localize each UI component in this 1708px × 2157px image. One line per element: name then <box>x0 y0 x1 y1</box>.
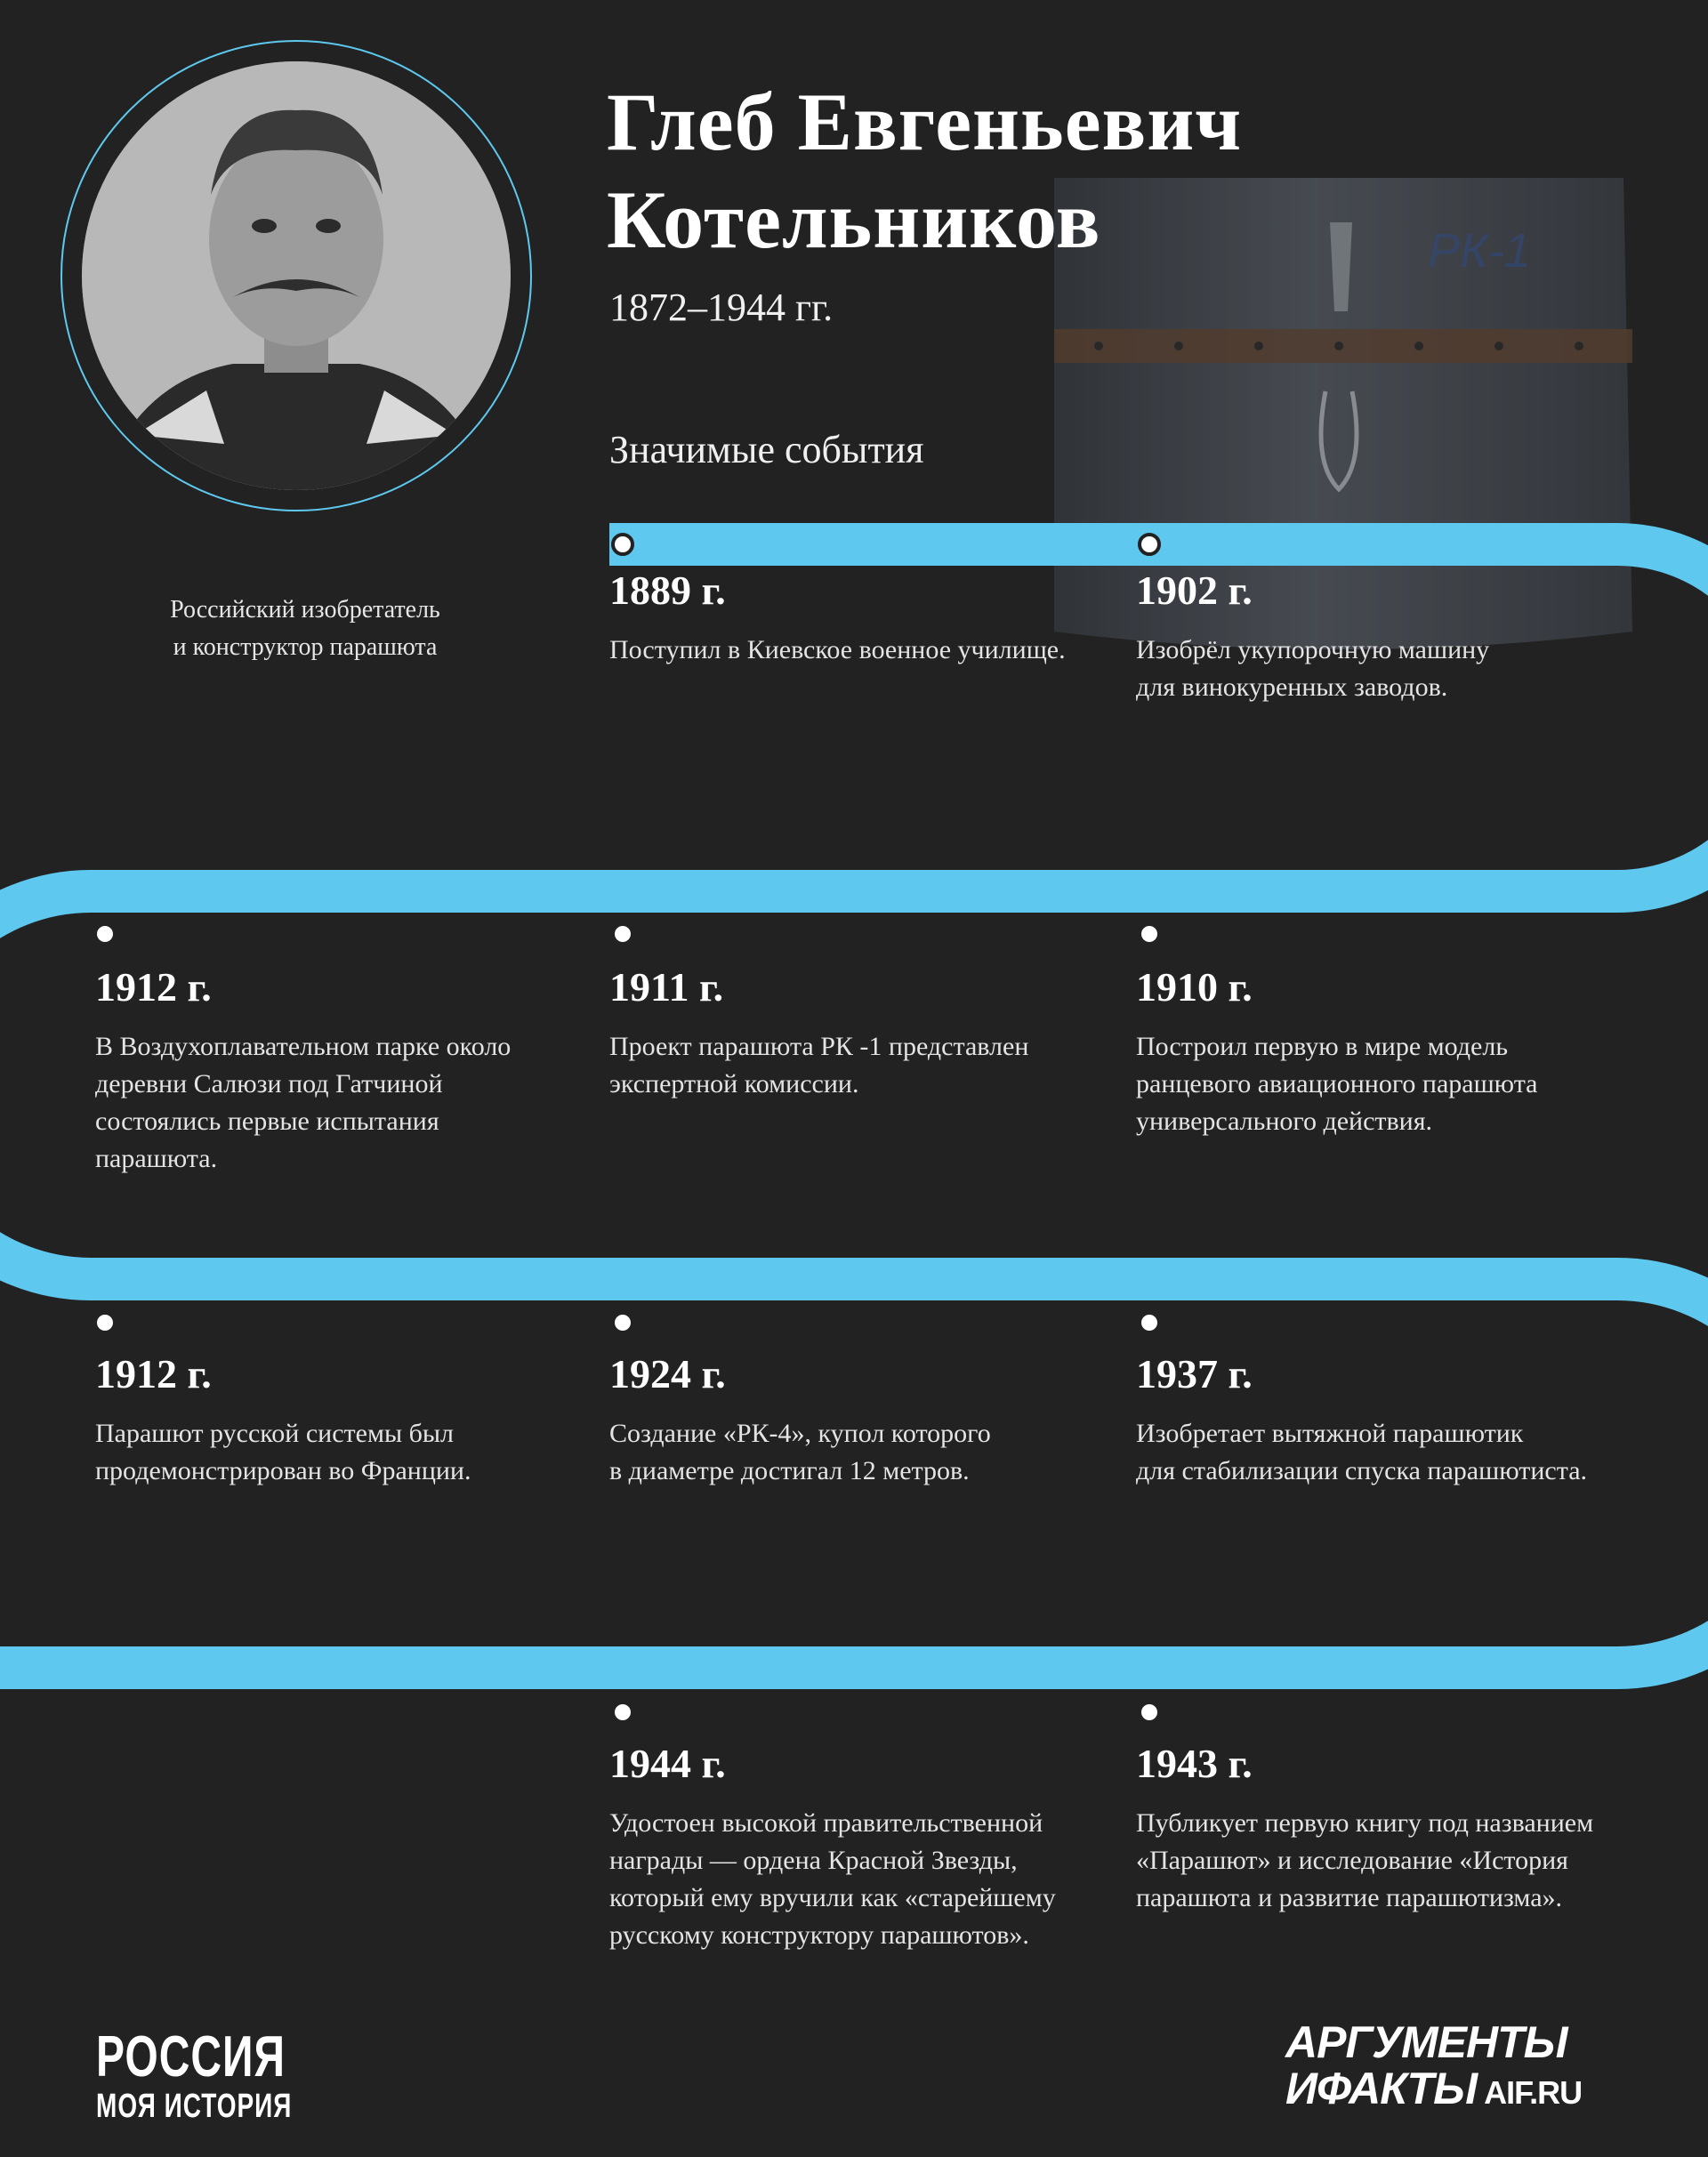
timeline-dot <box>1140 1702 1159 1722</box>
timeline-dot <box>95 924 115 944</box>
logo-right-line-2 <box>1285 2065 1582 2116</box>
event-1912-a <box>95 962 593 1178</box>
timeline-dot <box>613 1702 632 1722</box>
event-year: 1937 г. <box>1136 1351 1253 1396</box>
event-year: 1924 г. <box>609 1351 726 1396</box>
event-text-line: Изобретает вытяжной парашютик <box>1136 1419 1524 1448</box>
event-text-line: универсального действия. <box>1136 1107 1433 1136</box>
event-text-line: награды — ордена Красной Звезды, <box>609 1846 1018 1875</box>
event-year: 1889 г. <box>609 567 726 613</box>
event-text <box>1136 1415 1688 1490</box>
timeline-dot <box>613 535 632 554</box>
event-text-line: В Воздухоплавательном парке около <box>95 1032 512 1061</box>
event-text-line: Построил первую в мире модель <box>1136 1032 1509 1061</box>
event-text <box>609 1805 1125 1954</box>
event-text <box>1136 1028 1670 1140</box>
event-text-line: Поступил в Киевское военное училище. <box>609 635 1066 664</box>
timeline-dot <box>1140 535 1159 554</box>
event-1902 <box>1136 566 1670 706</box>
timeline-dot <box>95 1313 115 1332</box>
logo-right-line-1: АРГУМЕНТЫ <box>1285 2017 1567 2067</box>
event-text-line: парашюта. <box>95 1144 218 1173</box>
event-1944 <box>609 1739 1125 1954</box>
event-year: 1912 г. <box>95 964 212 1010</box>
russia-my-history-logo <box>96 2025 293 2124</box>
event-text-line: Удостоен высокой правительственной <box>609 1808 1043 1838</box>
event-text-line: состоялись первые испытания <box>95 1107 439 1136</box>
event-year: 1912 г. <box>95 1351 212 1396</box>
timeline-dot <box>613 1313 632 1332</box>
timeline-dot <box>613 924 632 944</box>
caption-line-1: Российский изобретатель <box>170 596 440 624</box>
event-text-line: Парашют русской системы был <box>95 1419 455 1448</box>
event-text <box>1136 632 1670 706</box>
logo-right-site: AIF.RU <box>1484 2074 1583 2111</box>
event-text <box>95 1028 593 1178</box>
logo-left-line-1: РОССИЯ <box>96 2025 286 2089</box>
event-1943 <box>1136 1739 1688 1917</box>
section-title: Значимые события <box>609 428 924 471</box>
logo-left-line-2: МОЯ ИСТОРИЯ <box>96 2087 293 2124</box>
event-1911 <box>609 962 1125 1103</box>
title-line-2: Котельников <box>607 174 1101 265</box>
event-1889 <box>609 566 1125 669</box>
event-text-line: экспертной комиссии. <box>609 1069 859 1099</box>
event-year: 1911 г. <box>609 964 724 1010</box>
event-year: 1943 г. <box>1136 1741 1253 1786</box>
aif-logo <box>1285 2019 1582 2116</box>
title-line-1: Глеб Евгеньевич <box>607 76 1243 167</box>
event-1912-b <box>95 1349 593 1490</box>
event-1924 <box>609 1349 1125 1490</box>
event-text-line: продемонстрирован во Франции. <box>95 1456 471 1485</box>
event-text-line: «Парашют» и исследование «История <box>1136 1846 1568 1875</box>
event-text-line: русскому конструктору парашютов». <box>609 1920 1029 1950</box>
event-text <box>609 1415 1125 1490</box>
event-text-line: Публикует первую книгу под названием <box>1136 1808 1594 1838</box>
event-text-line: Проект парашюта РК -1 представлен <box>609 1032 1029 1061</box>
event-text-line: Создание «РК-4», купол которого <box>609 1419 991 1448</box>
event-text-line: который ему вручили как «старейшему <box>609 1883 1056 1912</box>
event-text-line: для стабилизации спуска парашютиста. <box>1136 1456 1588 1485</box>
event-text-line: в диаметре достигал 12 метров. <box>609 1456 970 1485</box>
event-year: 1902 г. <box>1136 567 1253 613</box>
pack-label: РК-1 <box>1428 224 1531 278</box>
event-year: 1944 г. <box>609 1741 726 1786</box>
timeline-dot <box>1140 1313 1159 1332</box>
event-1937 <box>1136 1349 1688 1490</box>
event-text <box>95 1415 593 1490</box>
caption-line-2: и конструктор парашюта <box>173 633 438 661</box>
event-year: 1910 г. <box>1136 964 1253 1010</box>
event-1910 <box>1136 962 1670 1140</box>
timeline-dot <box>1140 924 1159 944</box>
event-text <box>1136 1805 1688 1917</box>
event-text-line: Изобрёл укупорочную машину <box>1136 635 1490 664</box>
event-text-line: парашюта и развитие парашютизма». <box>1136 1883 1563 1912</box>
logo-right-word: ИФАКТЫ <box>1285 2064 1478 2113</box>
event-text-line: ранцевого авиационного парашюта <box>1136 1069 1538 1099</box>
life-years: 1872–1944 гг. <box>609 286 834 329</box>
event-text <box>609 632 1125 669</box>
event-text <box>609 1028 1125 1103</box>
event-text-line: для винокуренных заводов. <box>1136 672 1448 702</box>
event-text-line: деревни Салюзи под Гатчиной <box>95 1069 443 1099</box>
